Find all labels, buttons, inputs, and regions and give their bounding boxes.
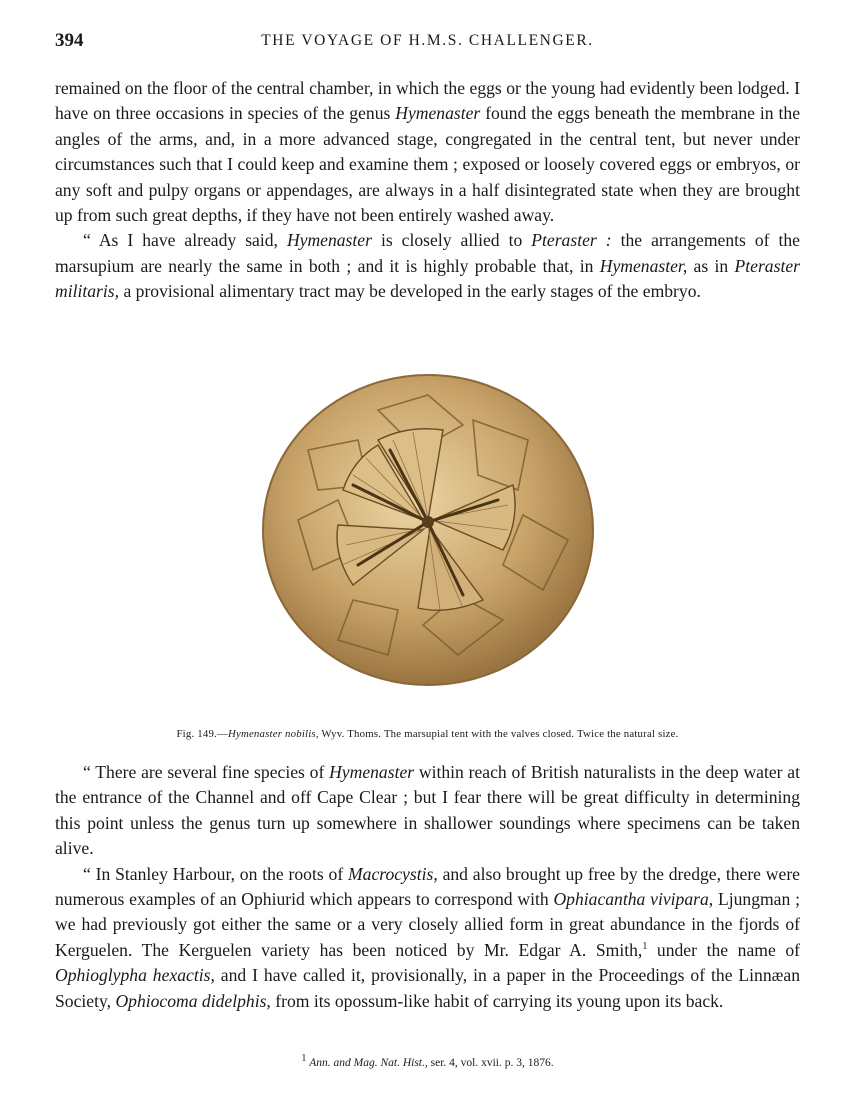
body-text-upper: [55, 76, 800, 305]
running-title: THE VOYAGE OF H.M.S. CHALLENGER.: [261, 32, 594, 49]
figure-caption: Fig. 149.—Hymenaster nobilis, Wyv. Thoms. The marsupial tent with the valves closed. Twice the natural size.: [176, 728, 679, 740]
disc-body: [263, 375, 593, 685]
paragraph-stanley-harbour: “ In Stanley Harbour, on the roots of Macrocystis, and also brought up free by the dredge, there were numerous examples of an Ophiurid which appears to correspond with Ophiacantha vivipara, Ljungman ; we had previously got either the same or a very closely allied form in great abundance in the fjords of Kerguelen. The Kerguelen variety has been noticed by Mr. Edgar A. Smith,$^1$ under the name of Ophioglypha hexactis, and I have called it, provisionally, in a paper in the Proceedings of the Linnæan Society, Ophiocoma didelphis, from its opossum-like habit of carrying its young upon its back.: [55, 863, 801, 1011]
body-text-lower: [55, 760, 800, 1014]
page-header: [55, 30, 800, 56]
footnote-ref: 1: [642, 940, 648, 952]
paragraph-british-species: “ There are several fine species of Hymenaster within reach of British naturalists in the deep water at the entrance of the Channel and off Cape Clear ; but I fear there will be great difficulty in determining this point unless the genus turn up somewhere in shallower soundings where specimens can be taken alive.: [55, 762, 800, 859]
paragraph-continuation: remained on the floor of the central chamber, in which the eggs or the young had evidently been lodged. I have on three occasions in species of the genus Hymenaster found the eggs beneath the membrane in the angles of the arms, and, in a more advanced stage, congregated in the central tent, but never under circumstances such that I could keep and examine them ; exposed or loosely covered eggs or embryos, or any soft and pulpy organs or appendages, are always in a half disintegrated state when they are brought up from such great depths, if they have not been entirely washed away.: [55, 78, 800, 226]
paragraph-hymenaster-pteraster: “ As I have already said, Hymenaster is closely allied to Pteraster : the arrangements of the marsupium are nearly the same in both ; and it is highly probable that, in Hymenaster, as in Pteraster militaris, a provisional alimentary tract may be developed in the early stages of the embryo.: [55, 230, 800, 302]
page-number: 394: [55, 30, 84, 51]
footnote: $^1$ Ann. and Mag. Nat. Hist., ser. 4, vol. xvii. p. 3, 1876.: [301, 1053, 554, 1069]
central-pore: [422, 516, 434, 528]
figure-hymenaster-illustration: [258, 370, 598, 690]
